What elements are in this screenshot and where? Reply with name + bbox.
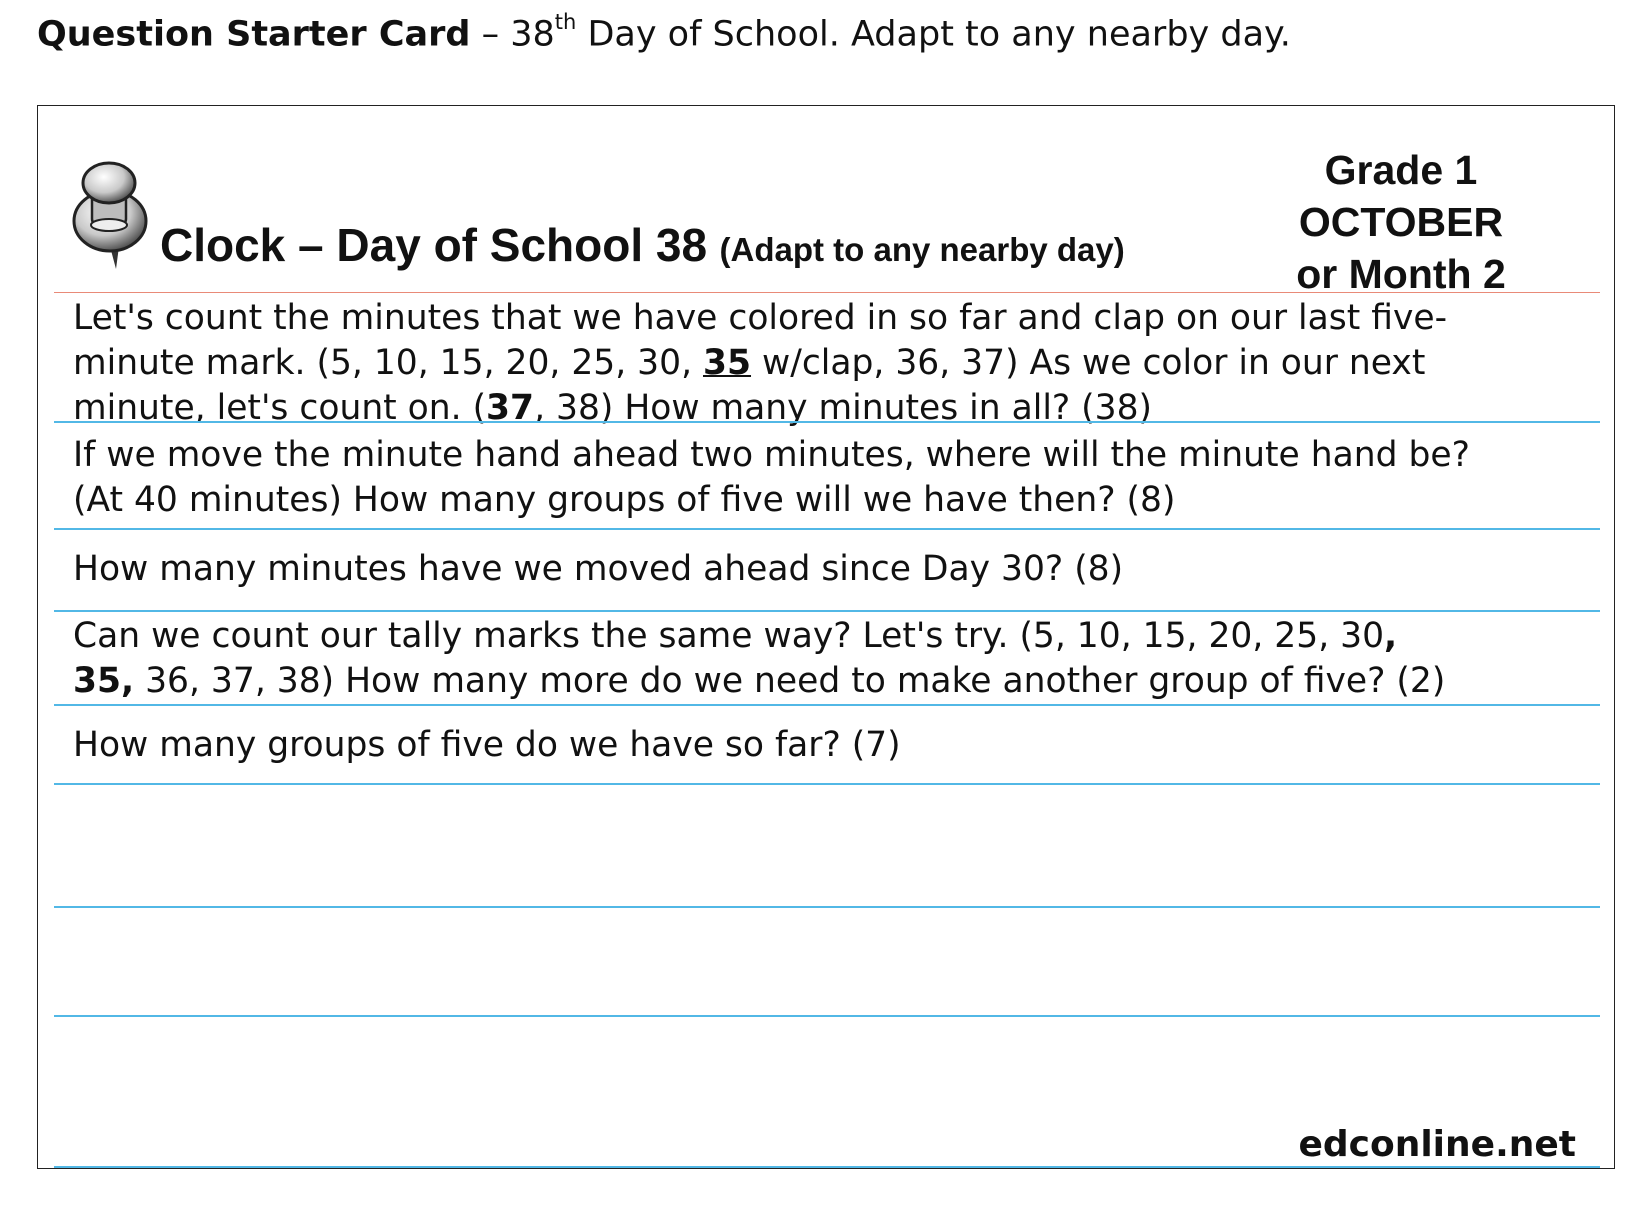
q1-text: , 38) How many minutes in all? (38) (534, 388, 1152, 428)
q1-text: minute mark. (5, 10, 15, 20, 25, 30, (73, 343, 703, 383)
question-2-line-2: (At 40 minutes) How many groups of five will we have then? (8) (73, 480, 1176, 520)
q4-emphasis-35: 35, (73, 661, 135, 701)
header-rest: Day of School. Adapt to any nearby day. (576, 14, 1291, 55)
question-1 (73, 296, 1603, 431)
card-title-main: Clock – Day of School 38 (160, 219, 708, 271)
question-4-line-2 (73, 659, 1603, 704)
header-bold: Question Starter Card (37, 14, 471, 55)
question-5 (73, 723, 1603, 768)
row-divider (54, 421, 1600, 423)
question-3-line-1: How many minutes have we moved ahead since Day 30? (8) (73, 549, 1124, 589)
question-1-line-2 (73, 341, 1603, 386)
question-1-line-3 (73, 386, 1603, 431)
site-footer: edconline.net (1298, 1124, 1576, 1165)
question-1-line-1: Let's count the minutes that we have colored in so far and clap on our last five- (73, 298, 1448, 338)
question-card (37, 105, 1615, 1169)
q1-emphasis-35: 35 (703, 343, 752, 383)
header-divider (54, 292, 1600, 293)
blank-row-divider (54, 906, 1600, 908)
row-divider (54, 783, 1600, 785)
question-2-line-1: If we move the minute hand ahead two minutes, where will the minute hand be? (73, 435, 1470, 475)
card-title-sub: (Adapt to any nearby day) (719, 231, 1125, 268)
pushpin-icon (70, 161, 150, 271)
bottom-rule (54, 1166, 1600, 1168)
q1-emphasis-37: 37 (486, 388, 535, 428)
blank-row-divider (54, 1015, 1600, 1017)
q1-text: minute, let's count on. ( (73, 388, 487, 428)
question-4 (73, 614, 1603, 704)
q4-text: 36, 37, 38) How many more do we need to make another group of five? (2) (134, 661, 1446, 701)
page-header (37, 10, 1291, 55)
card-title (160, 218, 1125, 272)
grade-line: Grade 1 (1324, 147, 1478, 193)
question-4-line-1 (73, 614, 1603, 659)
q4-text: Can we count our tally marks the same way? Let's try. (5, 10, 15, 20, 25, 30 (73, 616, 1385, 656)
question-3 (73, 547, 1603, 592)
question-5-line-1: How many groups of five do we have so far? (7) (73, 725, 901, 765)
month-line: OCTOBER (1298, 199, 1504, 245)
header-sup: th (554, 10, 577, 34)
row-divider (54, 704, 1600, 706)
row-divider (54, 528, 1600, 530)
header-dash: – 38 (470, 14, 555, 55)
q4-emphasis: , (1384, 616, 1398, 656)
q1-text: w/clap, 36, 37) As we color in our next (751, 343, 1426, 383)
question-2 (73, 433, 1603, 523)
month-number-line: or Month 2 (1296, 251, 1506, 297)
grade-label (1281, 144, 1521, 300)
row-divider (54, 610, 1600, 612)
